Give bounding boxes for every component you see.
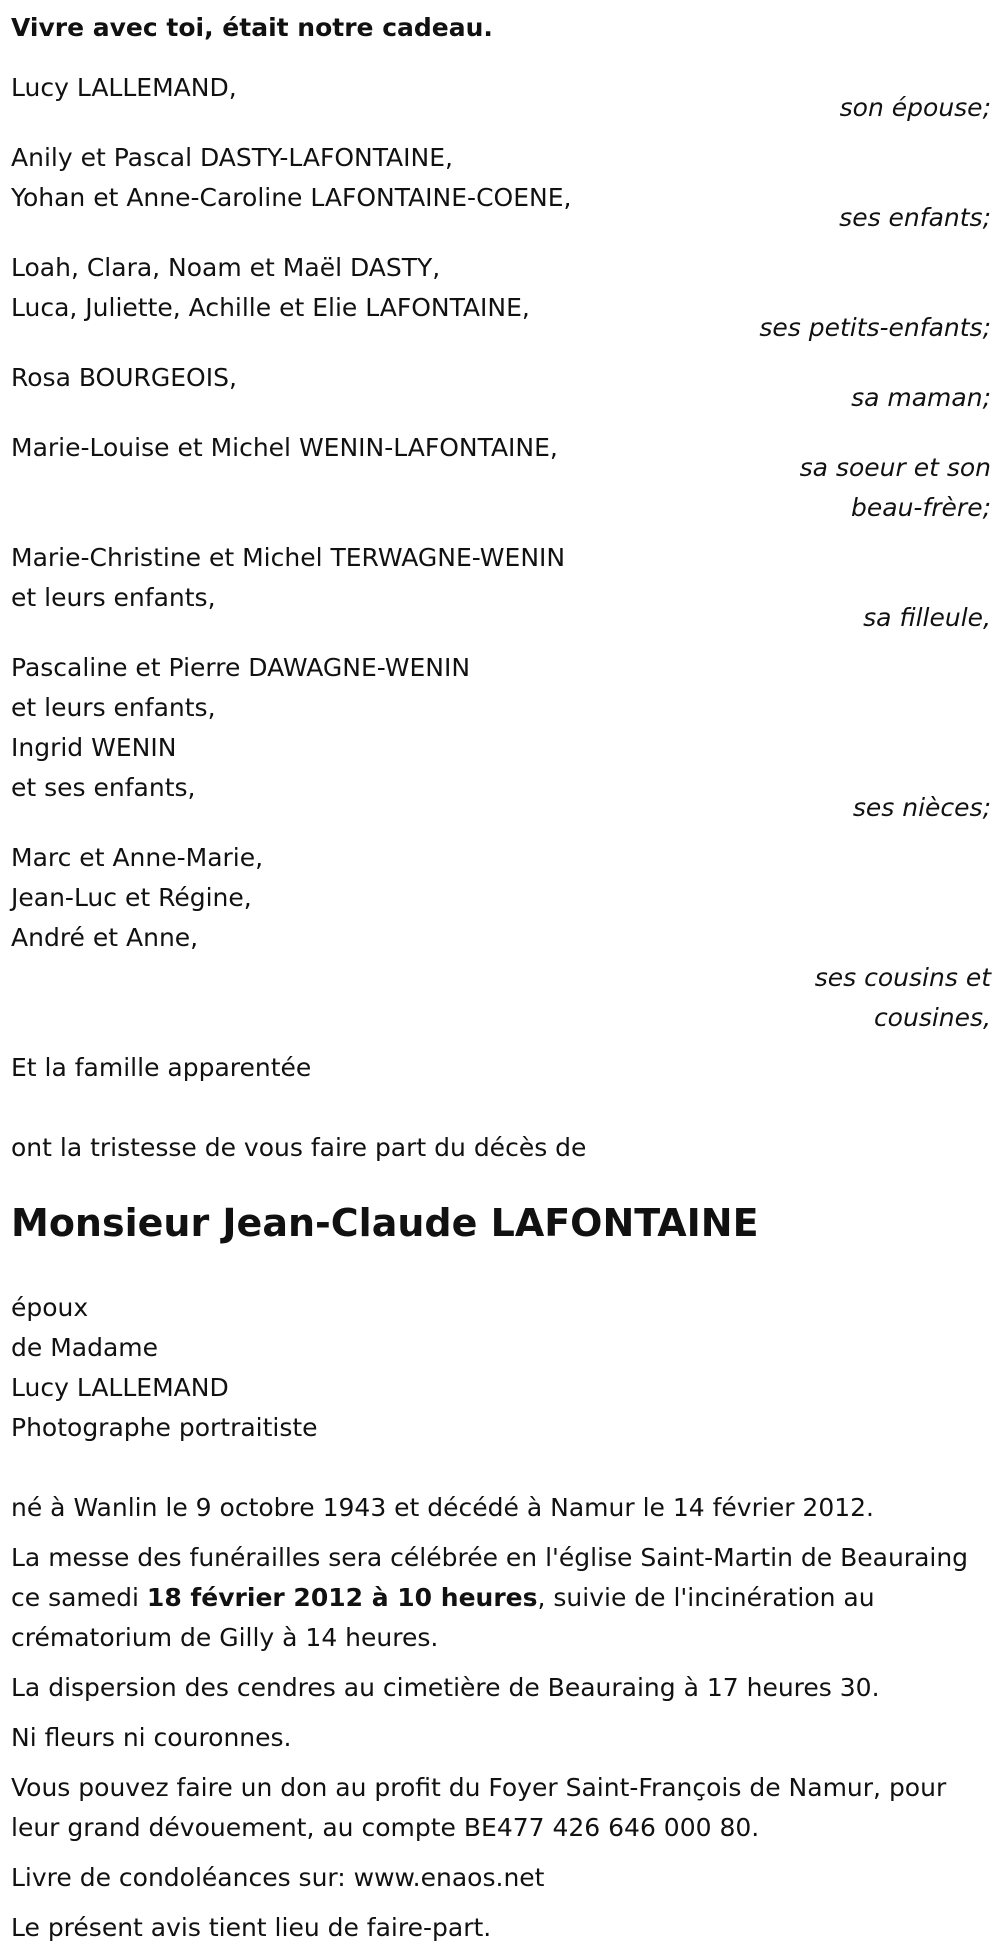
- family-name-line: et leurs enfants,: [11, 693, 216, 722]
- funeral-mass-text: La messe des funérailles sera célébrée en l'église Saint-Martin de Beauraing ce samedi: [11, 1543, 969, 1612]
- family-name-line: Loah, Clara, Noam et Maël DASTY,: [11, 253, 441, 282]
- family-role-text: ses enfants;: [839, 203, 991, 232]
- extended-family: Et la famille apparentée: [11, 1053, 312, 1082]
- flowers-paragraph: Ni fleurs ni couronnes.: [11, 1723, 292, 1752]
- funeral-mass-date: 18 février 2012 à 10 heures: [146, 1583, 538, 1612]
- family-names: [11, 838, 631, 958]
- family-role-text: son épouse;: [839, 93, 991, 122]
- family-name-line: Marie-Louise et Michel WENIN-LAFONTAINE,: [11, 433, 558, 462]
- family-group: [11, 248, 990, 348]
- family-name-line: et leurs enfants,: [11, 583, 216, 612]
- family-name-line: Rosa BOURGEOIS,: [11, 363, 237, 392]
- family-name-line: Ingrid WENIN: [11, 733, 177, 762]
- family-role: [11, 958, 991, 1038]
- family-group: [11, 138, 990, 238]
- family-role-text: sa filleule,: [863, 603, 991, 632]
- family-group: [11, 648, 990, 828]
- family-name-line: Marie-Christine et Michel TERWAGNE-WENIN: [11, 543, 566, 572]
- birth-death-paragraph: né à Wanlin le 9 octobre 1943 et décédé à Namur le 14 février 2012.: [11, 1493, 874, 1522]
- deceased-detail-line: Photographe portraitiste: [11, 1413, 318, 1442]
- condolences-paragraph: Livre de condoléances sur: www.enaos.net: [11, 1863, 545, 1892]
- family-role-text: ses petits-enfants;: [759, 313, 991, 342]
- deceased-name: Monsieur Jean-Claude LAFONTAINE: [11, 1201, 759, 1245]
- family-name-line: Luca, Juliette, Achille et Elie LAFONTAINE,: [11, 293, 530, 322]
- family-role-text: ses nièces;: [852, 793, 991, 822]
- family-name-line: André et Anne,: [11, 923, 199, 952]
- family-names: [11, 428, 631, 468]
- funeral-mass-text-cont: , suivie de l'incinération au crématorium de Gilly à 14 heures.: [11, 1583, 875, 1652]
- family-names: [11, 648, 631, 808]
- family-group: [11, 428, 990, 528]
- family-group: [11, 68, 990, 128]
- family-role-text: ses cousins et cousines,: [814, 963, 991, 1032]
- dispersion-paragraph: La dispersion des cendres au cimetière de Beauraing à 17 heures 30.: [11, 1673, 880, 1702]
- family-group: [11, 538, 990, 638]
- family-role-text: sa maman;: [851, 383, 991, 412]
- deceased-detail-line: Lucy LALLEMAND: [11, 1373, 229, 1402]
- family-names: [11, 138, 631, 218]
- family-role-text: sa soeur et son beau-frère;: [799, 453, 991, 522]
- notice-paragraph: Le présent avis tient lieu de faire-part.: [11, 1913, 492, 1942]
- motto: Vivre avec toi, était notre cadeau.: [11, 13, 493, 42]
- family-name-line: Pascaline et Pierre DAWAGNE-WENIN: [11, 653, 471, 682]
- family-name-line: Jean-Luc et Régine,: [11, 883, 252, 912]
- donation-paragraph: Vous pouvez faire un don au profit du Foyer Saint-François de Namur, pour leur grand dévouement, au compte BE477 426 646 000 80.: [11, 1773, 947, 1842]
- deceased-detail-line: de Madame: [11, 1333, 159, 1362]
- family-name-line: Anily et Pascal DASTY-LAFONTAINE,: [11, 143, 453, 172]
- family-name-line: Marc et Anne-Marie,: [11, 843, 264, 872]
- family-name-line: et ses enfants,: [11, 773, 196, 802]
- family-name-line: Yohan et Anne-Caroline LAFONTAINE-COENE,: [11, 183, 572, 212]
- deceased-details: [11, 1288, 990, 1448]
- family-name-line: Lucy LALLEMAND,: [11, 73, 237, 102]
- deceased-detail-line: époux: [11, 1293, 89, 1322]
- family-group: [11, 358, 990, 418]
- announcement: ont la tristesse de vous faire part du décès de: [11, 1133, 587, 1162]
- family-group: [11, 838, 990, 1038]
- funeral-mass-paragraph: [11, 1538, 991, 1658]
